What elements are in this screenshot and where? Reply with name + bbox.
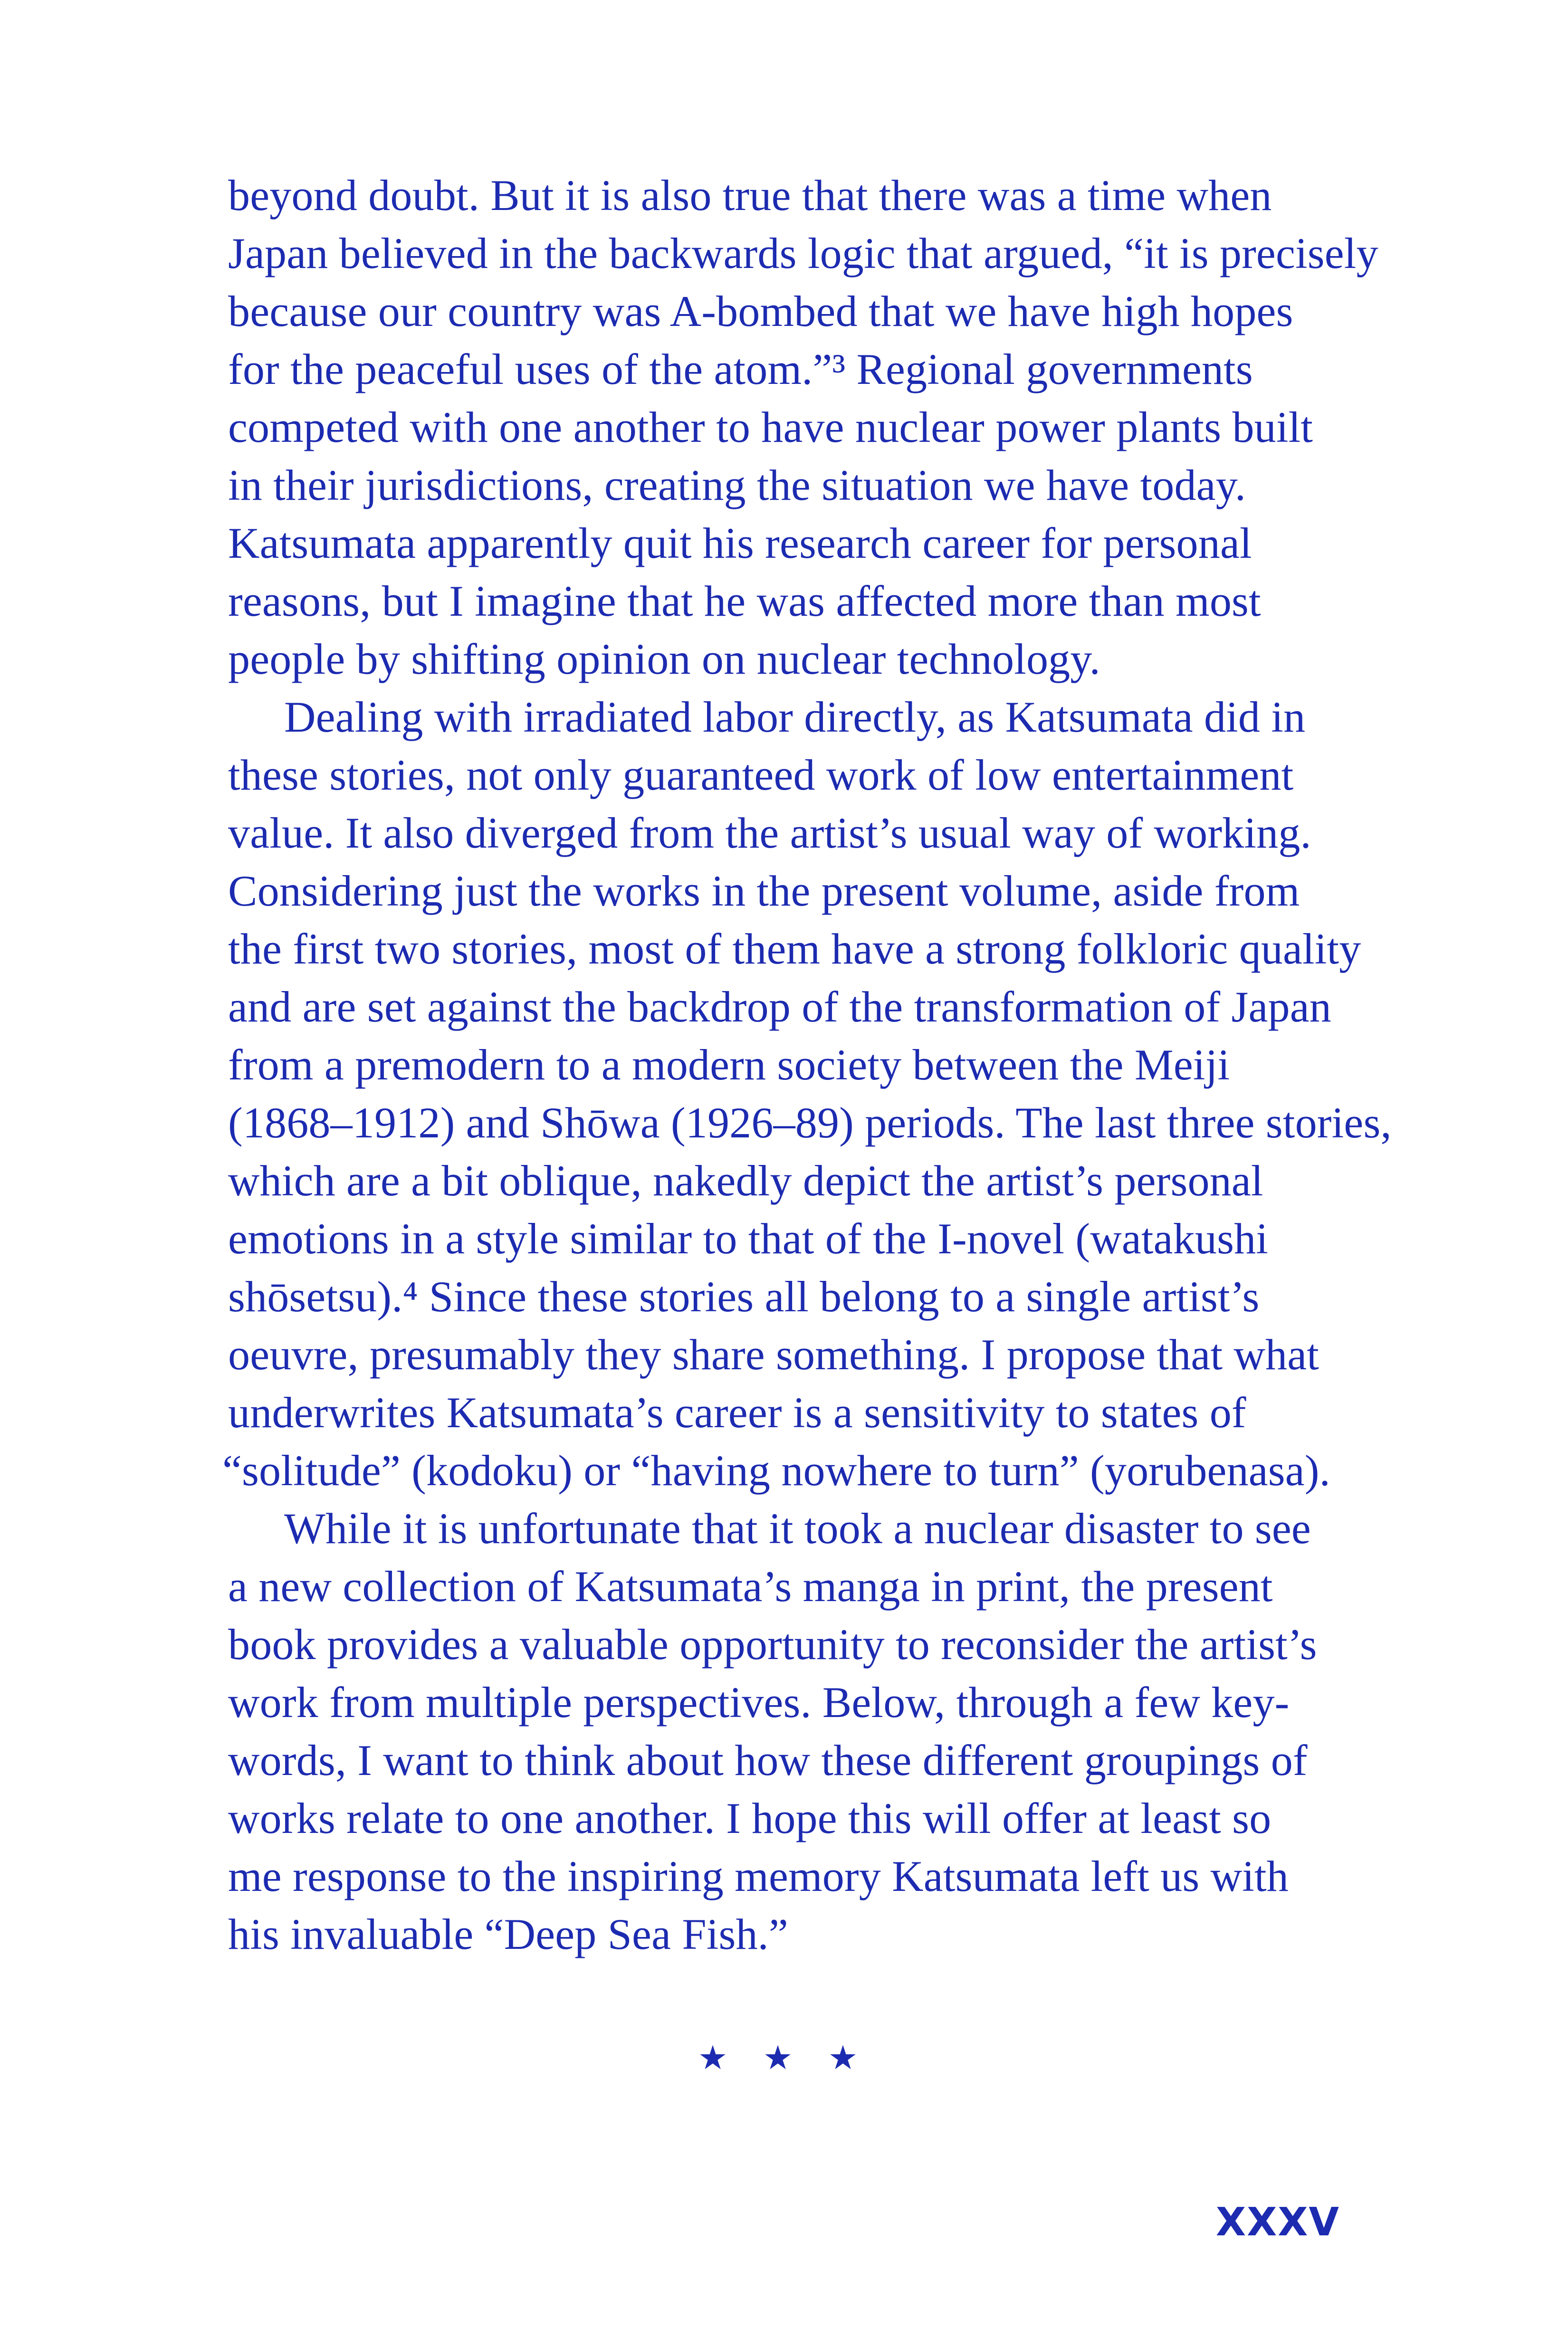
text-line: Japan believed in the backwards logic that argued, “it is precisely — [228, 229, 1378, 277]
text-line: beyond doubt. But it is also true that there was a time when — [228, 171, 1272, 219]
text-line: works relate to one another. I hope this will offer at least so — [228, 1794, 1272, 1842]
paragraph-first-line: While it is unfortunate that it took a nuclear disaster to see — [284, 1504, 1311, 1553]
paragraph-first-line: Dealing with irradiated labor directly, as Katsumata did in — [284, 693, 1306, 741]
text-line: for the peaceful uses of the atom.”³ Regional governments — [228, 345, 1253, 393]
text-line: and are set against the backdrop of the transformation of Japan — [228, 983, 1331, 1031]
text-line: the first two stories, most of them have a strong folkloric quality — [228, 925, 1361, 973]
body-text — [222, 166, 1392, 1963]
text-line: his invaluable “Deep Sea Fish.” — [228, 1910, 788, 1958]
text-line: book provides a valuable opportunity to reconsider the artist’s — [228, 1620, 1317, 1669]
text-line: shōsetsu).⁴ Since these stories all belong to a single artist’s — [228, 1272, 1260, 1321]
text-line: competed with one another to have nuclear power plants built — [228, 403, 1313, 451]
text-line: reasons, but I imagine that he was affected more than most — [228, 577, 1261, 625]
text-line: Considering just the works in the present volume, aside from — [228, 867, 1300, 915]
text-line: words, I want to think about how these different groupings of — [228, 1736, 1308, 1784]
text-line: (1868–1912) and Shōwa (1926–89) periods. The last three stories, — [228, 1098, 1392, 1147]
section-break-stars: ★ ★ ★ — [698, 2038, 870, 2077]
text-line: emotions in a style similar to that of the I-novel (watakushi — [228, 1214, 1269, 1263]
text-line: me response to the inspiring memory Katsumata left us with — [228, 1852, 1289, 1900]
text-line: “solitude” (kodoku) or “having nowhere to turn” (yorubenasa). — [222, 1446, 1330, 1495]
text-line: from a premodern to a modern society between the Meiji — [228, 1040, 1230, 1089]
text-line: Katsumata apparently quit his research career for personal — [228, 519, 1252, 567]
text-line: in their jurisdictions, creating the situation we have today. — [228, 461, 1246, 509]
text-line: underwrites Katsumata’s career is a sensitivity to states of — [228, 1388, 1246, 1437]
text-line: oeuvre, presumably they share something. I propose that what — [228, 1330, 1319, 1379]
text-line: these stories, not only guaranteed work of low entertainment — [228, 751, 1294, 799]
text-line: because our country was A-bombed that we have high hopes — [228, 287, 1293, 335]
text-line: value. It also diverged from the artist’s usual way of working. — [228, 809, 1311, 857]
text-line: work from multiple perspectives. Below, through a few key- — [228, 1678, 1290, 1727]
text-line: people by shifting opinion on nuclear technology. — [228, 635, 1100, 683]
page-number: XXXV — [1215, 2200, 1340, 2245]
text-line: a new collection of Katsumata’s manga in print, the present — [228, 1562, 1273, 1611]
text-line: which are a bit oblique, nakedly depict the artist’s personal — [228, 1156, 1263, 1205]
